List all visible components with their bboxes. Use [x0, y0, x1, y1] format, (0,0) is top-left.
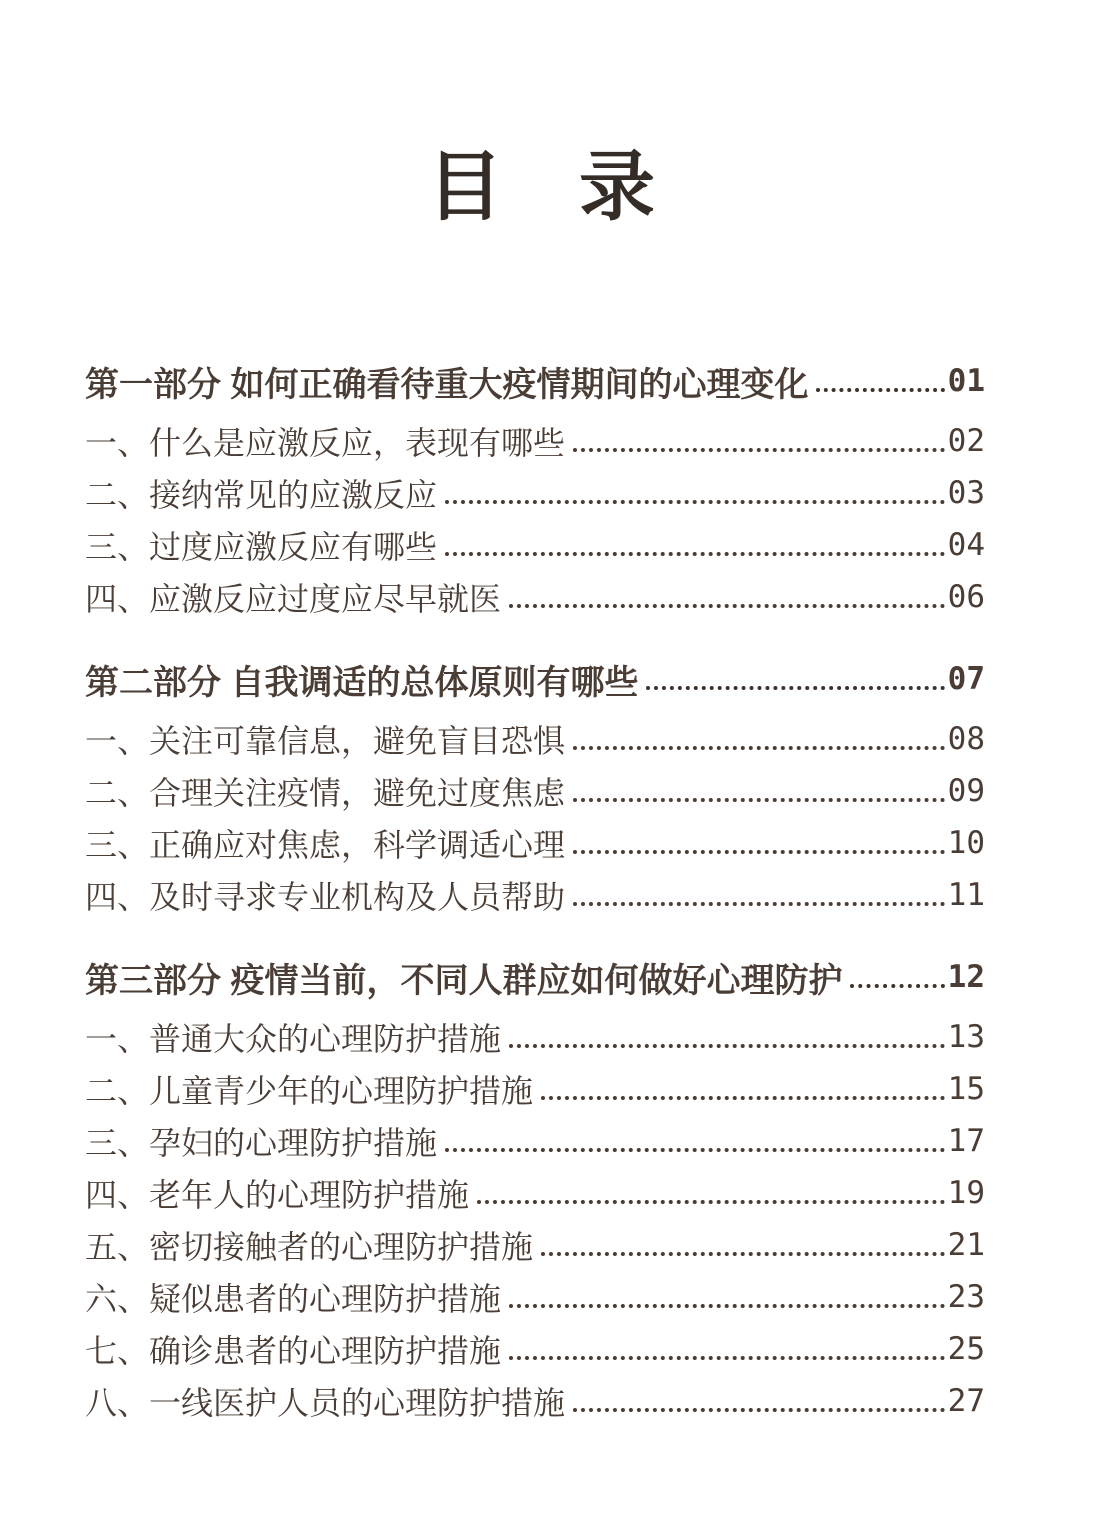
- toc-item-text: 二、接纳常见的应激反应: [85, 477, 438, 514]
- toc-item-text: 三、孕妇的心理防护措施: [85, 1125, 438, 1162]
- toc-item: [85, 1271, 985, 1323]
- toc-item: [85, 1167, 985, 1219]
- dot-leader: [573, 902, 945, 906]
- page-number: 21: [947, 1227, 985, 1264]
- toc-item-text: 八、一线医护人员的心理防护措施: [85, 1385, 566, 1422]
- toc-item-text: 六、疑似患者的心理防护措施: [85, 1281, 502, 1318]
- page-number: 09: [947, 773, 985, 810]
- page-number: 17: [947, 1123, 985, 1160]
- dot-leader: [509, 604, 945, 608]
- toc-item-text: 五、密切接触者的心理防护措施: [85, 1229, 534, 1266]
- toc-item-text: 一、什么是应激反应，表现有哪些: [85, 425, 566, 462]
- dot-leader: [573, 746, 945, 750]
- toc-item: [85, 869, 985, 921]
- toc-item: [85, 765, 985, 817]
- toc-item-text: 一、关注可靠信息，避免盲目恐惧: [85, 723, 566, 760]
- page-number: 03: [947, 475, 985, 512]
- section-heading-text: 第一部分 如何正确看待重大疫情期间的心理变化: [85, 365, 809, 404]
- toc-item-text: 二、儿童青少年的心理防护措施: [85, 1073, 534, 1110]
- page-number: 27: [947, 1383, 985, 1420]
- page-number: 11: [947, 877, 985, 914]
- page-number: 19: [947, 1175, 985, 1212]
- page-title: 目 录: [427, 145, 655, 230]
- dot-leader: [509, 1304, 945, 1308]
- dot-leader: [573, 1408, 945, 1412]
- page-number: 07: [947, 661, 985, 698]
- dot-leader: [445, 552, 945, 556]
- page-number: 23: [947, 1279, 985, 1316]
- toc-item-text: 二、合理关注疫情，避免过度焦虑: [85, 775, 566, 812]
- dot-leader: [477, 1200, 945, 1204]
- dot-leader: [445, 500, 945, 504]
- dot-leader: [850, 984, 944, 988]
- toc-item-text: 三、正确应对焦虑，科学调适心理: [85, 827, 566, 864]
- page-number: 01: [947, 363, 985, 400]
- toc-item: [85, 1063, 985, 1115]
- toc-section-heading: [85, 651, 985, 707]
- page-number: 02: [947, 423, 985, 460]
- page-number: 12: [947, 959, 985, 996]
- page-number: 06: [947, 579, 985, 616]
- toc-section-2: [85, 651, 985, 921]
- toc-item-text: 四、应激反应过度应尽早就医: [85, 581, 502, 618]
- dot-leader: [573, 448, 945, 452]
- toc-item: [85, 1375, 985, 1427]
- toc-item: [85, 817, 985, 869]
- toc-item-text: 三、过度应激反应有哪些: [85, 529, 438, 566]
- dot-leader: [816, 388, 944, 392]
- dot-leader: [573, 798, 945, 802]
- toc-item: [85, 519, 985, 571]
- page-number: 25: [947, 1331, 985, 1368]
- toc-item: [85, 571, 985, 623]
- page-number: 10: [947, 825, 985, 862]
- page-number: 15: [947, 1071, 985, 1108]
- toc-item-text: 七、确诊患者的心理防护措施: [85, 1333, 502, 1370]
- toc-item: [85, 713, 985, 765]
- section-heading-text: 第二部分 自我调适的总体原则有哪些: [85, 663, 639, 702]
- section-heading-text: 第三部分 疫情当前，不同人群应如何做好心理防护: [85, 961, 843, 1000]
- page-number: 13: [947, 1019, 985, 1056]
- toc-section-3: [85, 949, 985, 1427]
- toc-item: [85, 467, 985, 519]
- dot-leader: [646, 686, 944, 690]
- page-number: 04: [947, 527, 985, 564]
- toc-item: [85, 415, 985, 467]
- toc-item-text: 四、老年人的心理防护措施: [85, 1177, 470, 1214]
- toc-section-1: [85, 353, 985, 623]
- toc-item: [85, 1219, 985, 1271]
- toc-item: [85, 1323, 985, 1375]
- dot-leader: [445, 1148, 945, 1152]
- toc-section-heading: [85, 949, 985, 1005]
- page-number: 08: [947, 721, 985, 758]
- dot-leader: [541, 1096, 945, 1100]
- dot-leader: [509, 1044, 945, 1048]
- toc-item: [85, 1011, 985, 1063]
- toc-item: [85, 1115, 985, 1167]
- dot-leader: [541, 1252, 945, 1256]
- dot-leader: [509, 1356, 945, 1360]
- dot-leader: [573, 850, 945, 854]
- toc-section-heading: [85, 353, 985, 409]
- toc-item-text: 一、普通大众的心理防护措施: [85, 1021, 502, 1058]
- toc-item-text: 四、及时寻求专业机构及人员帮助: [85, 879, 566, 916]
